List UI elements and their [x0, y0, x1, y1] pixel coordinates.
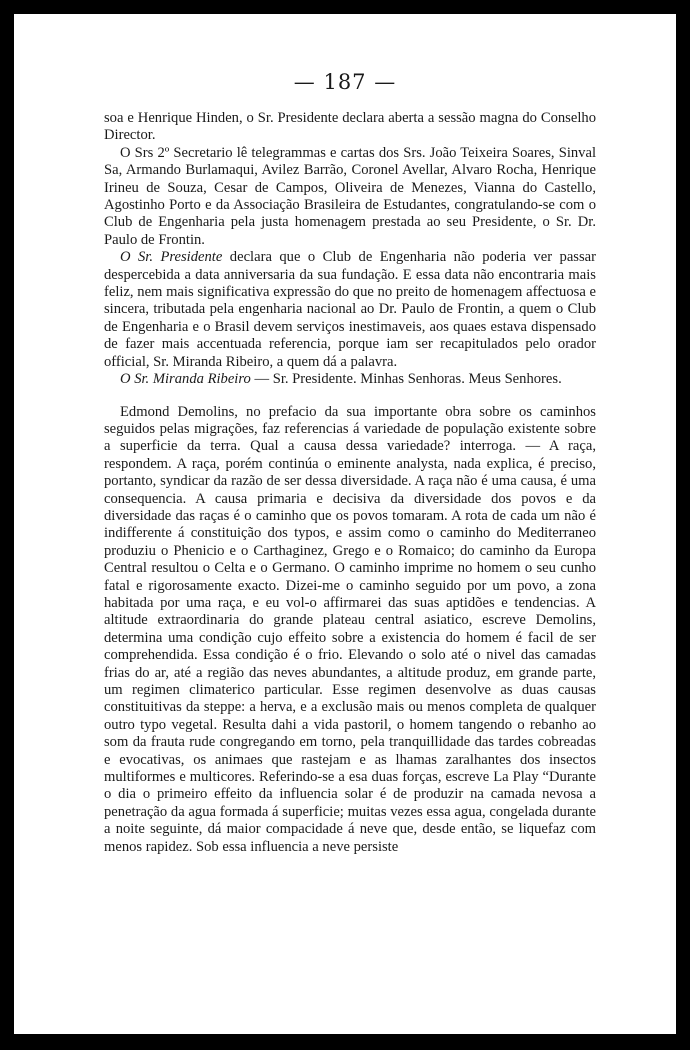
paragraph-orator	[104, 371, 596, 388]
paragraph-continuation: soa e Henrique Hinden, o Sr. Presidente declara aberta a sessão magna do Conselho Director.	[104, 110, 596, 144]
paragraph-telegrams: O Srs 2º Secretario lê telegrammas e cartas dos Srs. João Teixeira Soares, Sinval Sa, Armando Burlamaqui, Avilez Barrão, Coronel Avellar, Alvaro Rocha, Henrique Irineu de Souza, Cesar de Campos, Oliveira de Menezes, Vianna do Castello, Agostinho Porto e da Associação Brasileira de Estudantes, congratulando-se com o Club de Engenharia pela justa homenagem prestada ao seu Presidente, o Sr. Dr. Paulo de Frontin.	[104, 144, 596, 248]
paragraph-orator-text: — Sr. Presidente. Minhas Senhoras. Meus Senhores.	[250, 371, 562, 388]
body-text	[104, 110, 596, 856]
paragraph-president	[104, 249, 596, 371]
paragraph-speech: Edmond Demolins, no prefacio da sua importante obra sobre os caminhos seguidos pelas migrações, faz referencias á variedade de população existente sobre a superficie da terra. Qual a causa dessa variedade? interroga. — A raça, respondem. A raça, porém continúa o eminente analysta, nada explica, é preciso, portanto, syndicar da razão de ser dessa diversidade. A raça não é uma causa, é uma consequencia. A causa primaria e decisiva da diversidade dos povos e da diversidade das raças é o caminho que os povos tomaram. A rota de cada um não é indifferente á constituição dos typos, e assim como o caminho do Mediterraneo produziu o Phenicio e o Carthaginez, Grego e o Romaico; do caminho da Europa Central resultou o Celta e o Germano. O caminho imprime no homem o seu cunho fatal e rigorosamente exacto. Dizei-me o caminho seguido por um povo, a zona habitada por uma raça, e eu vol-o affirmarei das suas aptidões e tendencias. A altitude extraordinaria do grande plateau central asiatico, escreve Demolins, determina uma condição cujo effeito sobre a existencia do homem é facil de ser comprehendida. Essa condição é o frio. Elevando o solo até o nivel das camadas frias do ar, até a região das neves abundantes, a altitude produz, em grande parte, um regimen climaterico particular. Esse regimen desenvolve as duas causas constituitivas da steppe: a herva, e a exclusão mais ou menos completa de qualquer outro typo vegetal. Resulta dahi a vida pastoril, o homem tangendo o rebanho ao som da frauta rude congregando em torno, pela tranquillidade das tardes cobreadas e evocativas, os animaes que rastejam e as lhamas zaralhantes dos insectos multiformes e multicores. Referindo-se a esa duas forças, escreve La Play “Durante o dia o primeiro effeito da influencia solar é de produzir na camada nevosa a penetração da agua formada á superficie; muitas vezes essa agua, congelada durante a noite seguinte, dá maior compacidade á neve que, desde então, se liquefaz com menos rapidez. Sob essa influencia a neve persiste	[104, 403, 596, 855]
page-number: — 187 —	[293, 70, 397, 94]
paragraph-president-text: declara que o Club de Engenharia não poderia ver passar despercebida a data anniversaria da sua fundação. E essa data não encontraria mais feliz, nem mais significativa expressão do que no preito de homenagem affectuosa e sincera, tributada pela engenharia nacional ao Dr. Paulo de Frontin, a quem o Club de Engenharia e o Brasil devem serviços inestimaveis, aos quaes estava dispensado de fazer mais accentuada referencia, porque iam ser recapitulados pelo orador official, Sr. Miranda Ribeiro, a quem dá a palavra.	[104, 249, 596, 370]
document-page	[14, 14, 676, 1034]
speaker-president: O Sr. Presidente	[120, 249, 223, 266]
speaker-orator: O Sr. Miranda Ribeiro	[120, 371, 251, 388]
